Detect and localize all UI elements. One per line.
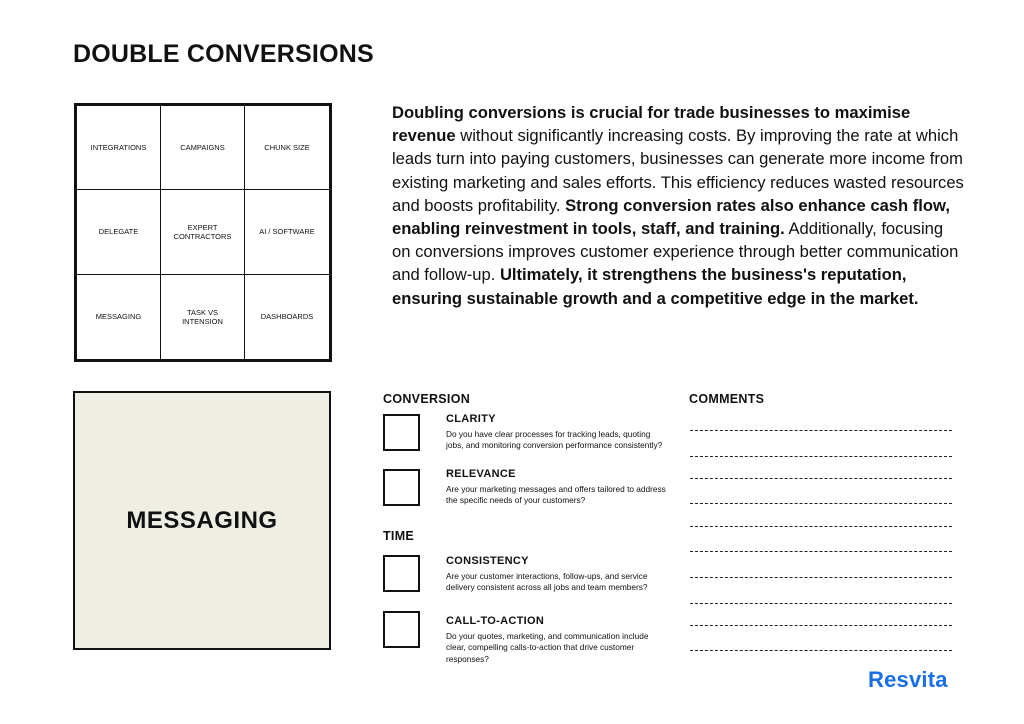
- comment-line[interactable]: [690, 503, 952, 504]
- time-heading: TIME: [383, 529, 415, 543]
- clarity-checkbox[interactable]: [383, 414, 420, 451]
- page-title: DOUBLE CONVERSIONS: [73, 40, 374, 68]
- grid-cell-campaigns: CAMPAIGNS: [161, 106, 245, 190]
- comment-line[interactable]: [690, 603, 952, 604]
- intro-bold-3: Ultimately, it strengthens the business's reputation, ensuring sustainable growth and a competitive edge in the market.: [392, 265, 919, 308]
- comment-line[interactable]: [690, 551, 952, 552]
- comment-line[interactable]: [690, 430, 952, 431]
- consistency-checkbox[interactable]: [383, 555, 420, 592]
- call-to-action-title: CALL-TO-ACTION: [446, 615, 545, 627]
- relevance-title: RELEVANCE: [446, 468, 516, 480]
- comments-heading: COMMENTS: [689, 392, 765, 406]
- focus-box-label: MESSAGING: [126, 506, 278, 534]
- intro-bold-1: Doubling conversions is crucial for trade businesses to maximise revenue: [392, 103, 911, 146]
- comment-line[interactable]: [690, 577, 952, 578]
- conversion-heading: CONVERSION: [383, 392, 471, 406]
- comment-line[interactable]: [690, 650, 952, 651]
- clarity-title: CLARITY: [446, 413, 496, 425]
- call-to-action-desc: Do your quotes, marketing, and communication include clear, compelling calls-to-action that drive customer responses?: [446, 631, 649, 664]
- checklist-item-relevance: [383, 468, 673, 508]
- grid-cell-dashboards: DASHBOARDS: [260, 312, 314, 322]
- clarity-desc: Do you have clear processes for tracking leads, quoting jobs, and monitoring conversion performance consistently?: [446, 429, 663, 451]
- grid-cell-messaging: MESSAGING: [77, 275, 161, 359]
- grid-cell-chunk-size: CHUNK SIZE: [245, 106, 329, 190]
- checklist-item-clarity: [383, 413, 673, 457]
- comment-line[interactable]: [690, 456, 952, 457]
- call-to-action-checkbox[interactable]: [383, 611, 420, 648]
- intro-bold-2: Strong conversion rates also enhance cash flow, enabling reinvestment in tools, staff, and training.: [392, 195, 950, 239]
- relevance-desc: Are your marketing messages and offers tailored to address the specific needs of your customers?: [446, 484, 666, 506]
- comment-line[interactable]: [690, 478, 952, 479]
- grid-cell-integrations: INTEGRATIONS: [77, 106, 161, 190]
- consistency-desc: Are your customer interactions, follow-ups, and service delivery consistent across all jobs and team members?: [446, 571, 648, 593]
- comment-line[interactable]: [690, 526, 952, 527]
- grid-cell-delegate: DELEGATE: [77, 190, 161, 274]
- topic-grid: [74, 103, 332, 362]
- intro-text-2: Additionally, focusing on conversions improves customer experience through better communication and follow-up.: [392, 219, 959, 285]
- brand-logo: Resvita: [868, 667, 948, 692]
- intro-text-1: without significantly increasing costs. By improving the rate at which leads turn into paying customers, businesses can generate more income from existing marketing and sales efforts. This efficiency reduces wasted resources and boosts profitability.: [392, 126, 964, 215]
- grid-cell-task-vs-intension: TASK VS INTENSION: [161, 275, 245, 359]
- focus-box: [73, 391, 331, 650]
- intro-paragraph: [392, 101, 964, 310]
- consistency-title: CONSISTENCY: [446, 555, 529, 567]
- comment-line[interactable]: [690, 625, 952, 626]
- checklist-item-consistency: [383, 555, 673, 599]
- checklist-item-call-to-action: [383, 615, 673, 665]
- grid-cell-expert-contractors: EXPERT CONTRACTORS: [161, 190, 245, 274]
- relevance-checkbox[interactable]: [383, 469, 420, 506]
- grid-cell-ai-software: AI / SOFTWARE: [245, 190, 329, 274]
